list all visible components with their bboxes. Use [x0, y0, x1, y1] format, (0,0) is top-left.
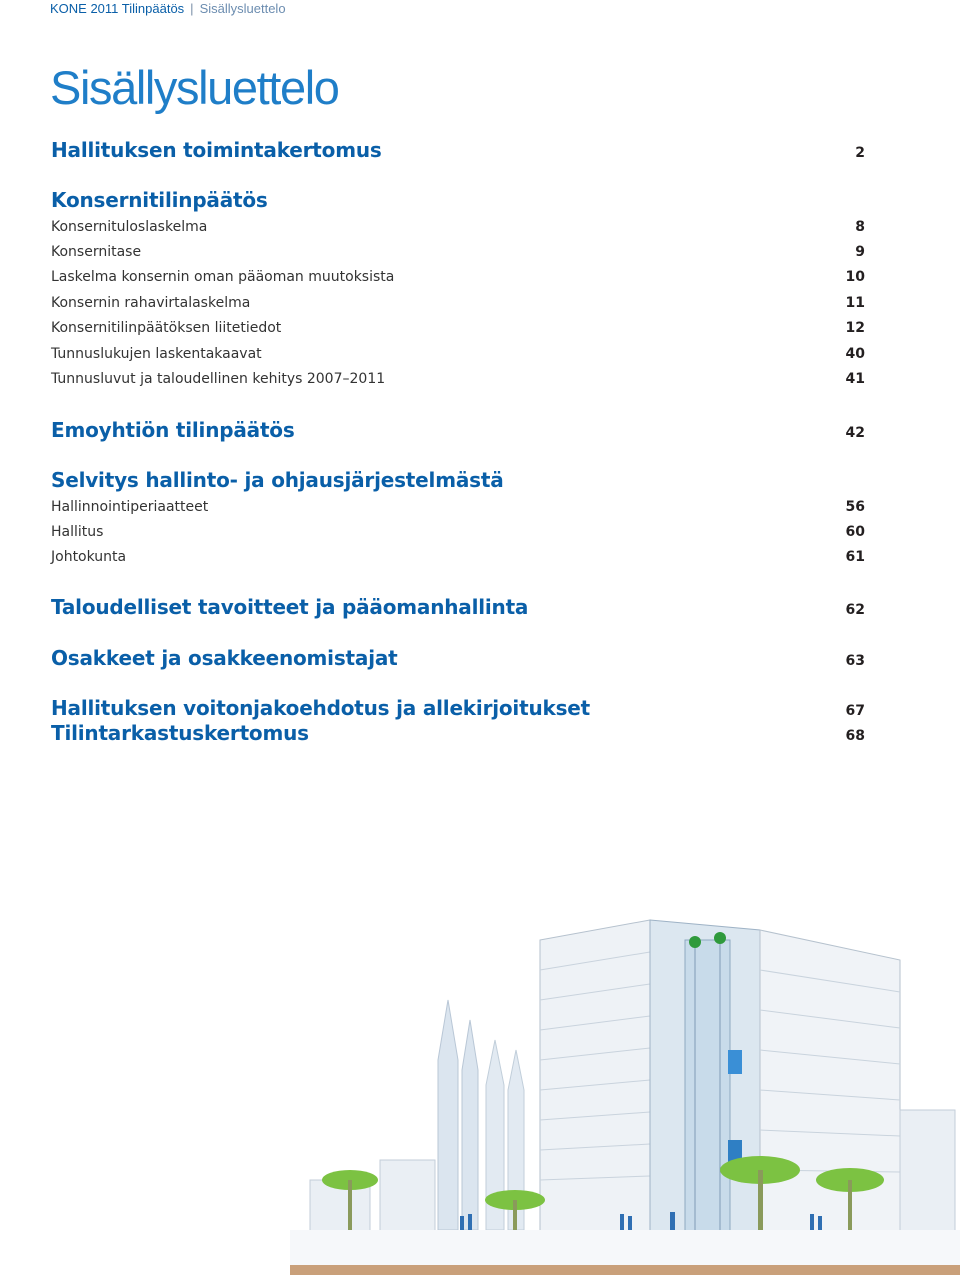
- toc-label: Tunnusluvut ja taloudellinen kehitys 2007–2011: [51, 371, 386, 387]
- toc-entry-johtokunta[interactable]: [51, 549, 865, 565]
- toc-entry-hallitus[interactable]: [51, 524, 865, 540]
- toc-page: 10: [845, 269, 865, 285]
- toc-page: 67: [845, 703, 865, 719]
- toc-page: 60: [845, 524, 865, 540]
- toc-entry-tunnusluvut[interactable]: [51, 371, 865, 387]
- toc-label: Hallituksen toimintakertomus: [51, 138, 382, 162]
- toc-entry-laskentakaavat[interactable]: [51, 346, 865, 362]
- page-title: Sisällysluettelo: [50, 61, 339, 114]
- elevator-machine-icon: [689, 936, 701, 948]
- toc-label: Emoyhtiön tilinpäätös: [51, 418, 295, 442]
- toc-page: 62: [845, 602, 865, 618]
- city-elevator-illustration: [290, 880, 960, 1275]
- toc-entry-hallituksen-toimintakertomus[interactable]: [51, 138, 865, 162]
- toc-entry-emoyhtion-tilinpaatos[interactable]: [51, 418, 865, 442]
- toc-page: 56: [845, 499, 865, 515]
- toc-label: Selvitys hallinto- ja ohjausjärjestelmästä: [51, 468, 504, 492]
- toc-entry-taloudelliset-tavoitteet[interactable]: [51, 595, 865, 619]
- toc-page: 8: [855, 219, 865, 235]
- toc-label: Hallinnointiperiaatteet: [51, 499, 209, 515]
- toc-page: 9: [855, 244, 865, 260]
- running-header: [50, 1, 286, 17]
- toc-page: 40: [845, 346, 865, 362]
- elevator-car-icon: [728, 1050, 742, 1074]
- toc-label: Tunnuslukujen laskentakaavat: [51, 346, 262, 362]
- toc-page: 41: [845, 371, 865, 387]
- toc-label: Konsernitase: [51, 244, 142, 260]
- elevator-shaft: [650, 920, 760, 1240]
- toc-label: Tilintarkastuskertomus: [51, 721, 309, 745]
- toc-label: Johtokunta: [51, 549, 127, 565]
- header-brand: KONE 2011 Tilinpäätös: [50, 1, 185, 16]
- toc-entry-tilintarkastuskertomus[interactable]: [51, 721, 865, 745]
- toc-entry-hallinnointiperiaatteet[interactable]: [51, 499, 865, 515]
- toc-entry-rahavirtalaskelma[interactable]: [51, 295, 865, 311]
- header-section: Sisällysluettelo: [199, 1, 286, 16]
- toc-entry-oman-paaoman-muutokset[interactable]: [51, 269, 865, 285]
- toc-entry-voitonjakoehdotus[interactable]: [51, 696, 865, 720]
- toc-label: Hallituksen voitonjakoehdotus ja allekirjoitukset: [51, 696, 591, 720]
- toc-label: Konsernituloslaskelma: [51, 219, 208, 235]
- toc-entry-konsernitase[interactable]: [51, 244, 865, 260]
- toc-entry-liitetiedot[interactable]: [51, 320, 865, 336]
- toc-page: 68: [845, 728, 865, 744]
- toc-label: Konsernitilinpäätös: [51, 188, 268, 212]
- toc-label: Laskelma konsernin oman pääoman muutoksista: [51, 269, 395, 285]
- toc-page: 61: [845, 549, 865, 565]
- toc-page: 11: [845, 295, 865, 311]
- toc-label: Osakkeet ja osakkeenomistajat: [51, 646, 398, 670]
- toc-label: Konsernin rahavirtalaskelma: [51, 295, 251, 311]
- building-left-wing: [540, 920, 650, 1240]
- header-separator: |: [190, 1, 194, 16]
- toc-entry-osakkeet[interactable]: [51, 646, 865, 670]
- building-right-wing: [760, 930, 900, 1240]
- toc-page: 2: [855, 145, 865, 161]
- toc-label: Taloudelliset tavoitteet ja pääomanhallinta: [51, 595, 529, 619]
- toc-page: 12: [845, 320, 865, 336]
- toc-section-konsernitilinpaatos[interactable]: [51, 188, 865, 212]
- toc-page: 63: [845, 653, 865, 669]
- toc-entry-konsernituloslaskelma[interactable]: [51, 219, 865, 235]
- toc-label: Konsernitilinpäätöksen liitetiedot: [51, 320, 282, 336]
- background-tower-left: [438, 1000, 478, 1230]
- toc-section-hallinto-ja-ohjausjarjestelma[interactable]: [51, 468, 865, 492]
- toc-label: Hallitus: [51, 524, 104, 540]
- ground-edge: [290, 1265, 960, 1275]
- toc-page: 42: [845, 425, 865, 441]
